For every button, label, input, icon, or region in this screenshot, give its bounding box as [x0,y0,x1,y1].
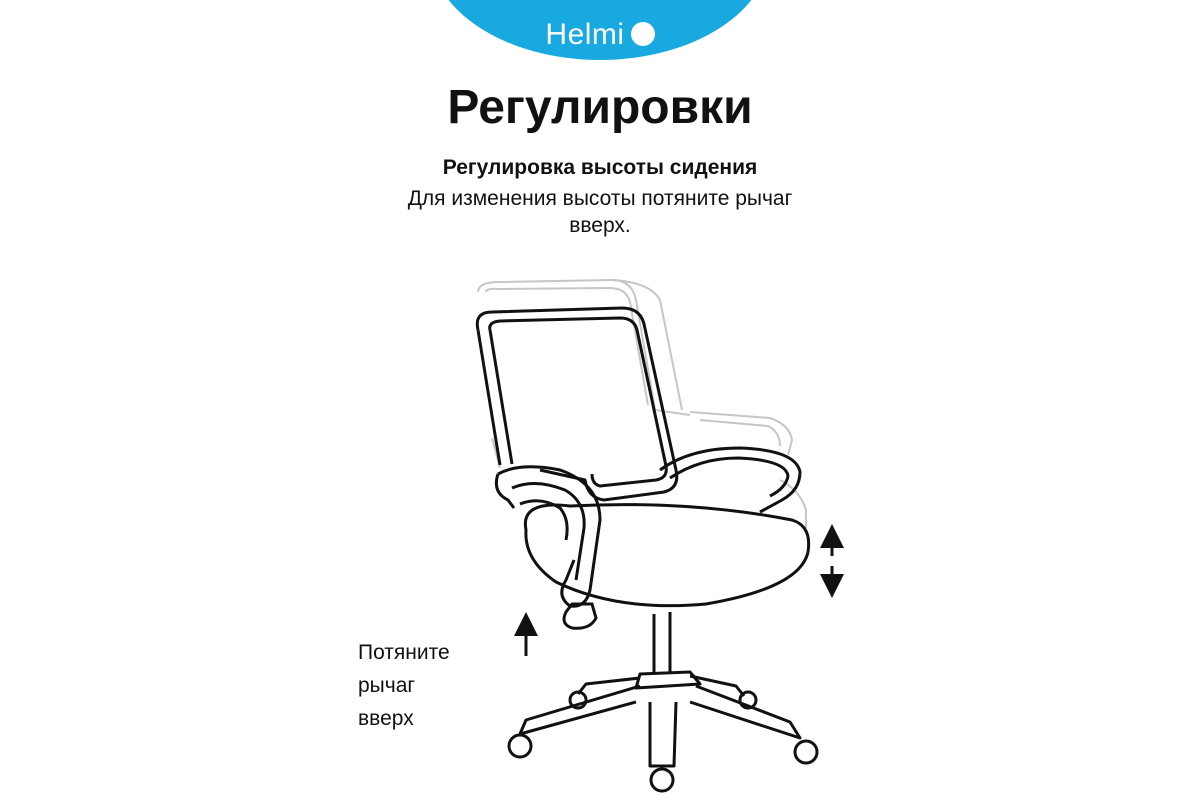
seat-cushion [525,505,808,606]
pull-label-line-1: Потяните [358,641,450,664]
page-title: Регулировки [447,81,753,134]
section-description: Для изменения высоты потяните рычаг вверх. [407,187,793,237]
pull-label-line-3: вверх [358,707,414,730]
left-armrest [496,467,600,606]
section-heading: Регулировка высоты сидения [442,156,758,179]
pull-label-line-2: рычаг [358,674,416,697]
logo-text: Helmi [545,18,625,51]
gas-lift [654,612,670,674]
right-armrest [660,448,800,512]
casters [509,692,817,791]
star-base [520,672,800,766]
height-lever [564,604,596,628]
